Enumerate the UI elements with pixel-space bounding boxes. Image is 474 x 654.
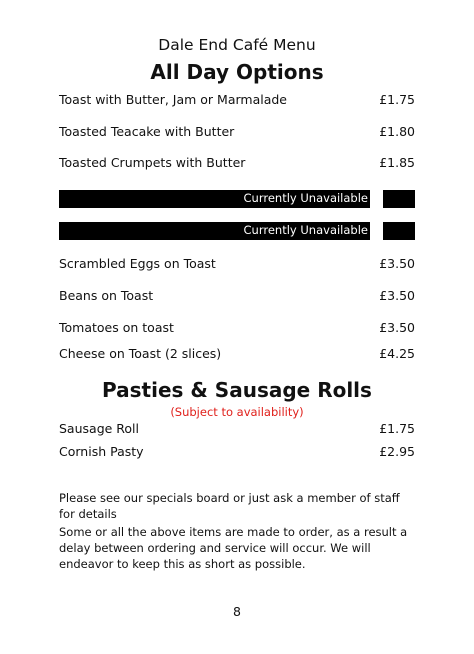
specials-note: Please see our specials board or just ask a member of staff for details — [59, 491, 400, 521]
menu-item — [59, 444, 415, 462]
item-price: £1.75 — [379, 421, 415, 436]
item-price: £4.25 — [379, 346, 415, 361]
redaction-price-box — [383, 190, 415, 208]
unavailable-label: Currently Unavailable — [243, 223, 368, 237]
redaction-price-box — [383, 222, 415, 240]
menu-item — [59, 155, 415, 173]
item-price: £2.95 — [379, 444, 415, 459]
made-to-order-note: Some or all the above items are made to order, as a result a delay between ordering and service will occur. We will endeavor to keep this as short as possible. — [59, 525, 408, 571]
item-name: Toast with Butter, Jam or Marmalade — [59, 92, 287, 107]
item-price: £3.50 — [379, 320, 415, 335]
menu-item — [59, 288, 415, 306]
redaction-bar — [59, 222, 370, 240]
item-price: £1.80 — [379, 124, 415, 139]
menu-item — [59, 346, 415, 364]
item-name: Toasted Teacake with Butter — [59, 124, 235, 139]
item-price: £1.85 — [379, 155, 415, 170]
item-name: Sausage Roll — [59, 421, 140, 436]
item-name: Cheese on Toast (2 slices) — [59, 346, 222, 361]
unavailable-label: Currently Unavailable — [243, 191, 368, 205]
menu-title: Dale End Café Menu — [158, 36, 316, 54]
item-name: Scrambled Eggs on Toast — [59, 256, 216, 271]
redaction-bar — [59, 190, 370, 208]
menu-item — [59, 124, 415, 142]
section-heading-pasties: Pasties & Sausage Rolls — [102, 378, 372, 402]
item-name: Tomatoes on toast — [59, 320, 174, 335]
item-name: Toasted Crumpets with Butter — [59, 155, 246, 170]
menu-item — [59, 92, 415, 110]
page-number: 8 — [233, 604, 241, 619]
item-price: £3.50 — [379, 256, 415, 271]
menu-item — [59, 421, 415, 439]
item-price: £1.75 — [379, 92, 415, 107]
section-heading-all-day: All Day Options — [150, 60, 324, 84]
item-name: Cornish Pasty — [59, 444, 144, 459]
menu-item — [59, 320, 415, 338]
item-name: Beans on Toast — [59, 288, 154, 303]
availability-note: (Subject to availability) — [170, 405, 304, 419]
menu-item — [59, 256, 415, 274]
item-price: £3.50 — [379, 288, 415, 303]
